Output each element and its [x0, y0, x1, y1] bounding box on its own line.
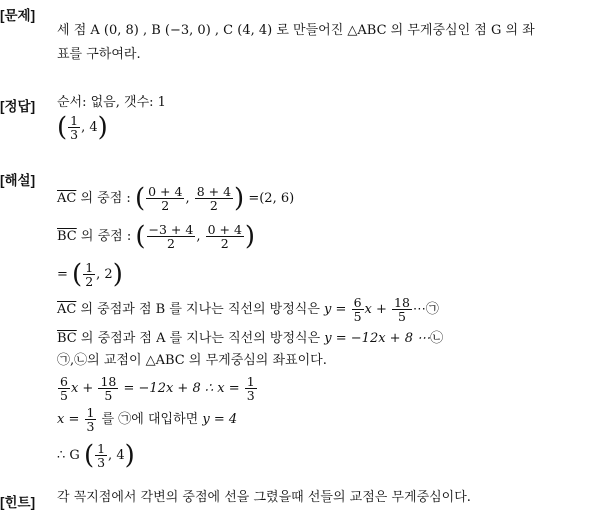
- solution-line-1: $\overline{AC}$ 의 중점 : ( $\frac{0 + 4}{2}$ , $\frac{8 + 4}{2}$ ) =(2, 6): [57, 183, 295, 214]
- answer-label: [정답]: [0, 99, 36, 114]
- solution-line-6: ㉠,㉡의 교점이 △ABC 의 무게중심의 좌표이다.: [57, 353, 327, 368]
- solution-line-4: $\overline{AC}$ 의 중점과 점 B 를 지나는 직선의 방정식은 y = $\frac{6}{5}$ x + $\frac{18}{5}$ ⋯㉠: [57, 295, 439, 324]
- hint-label: [힌트]: [0, 495, 36, 510]
- solution-line-3: = ( $\frac{1}{2}$ , 2): [57, 259, 123, 290]
- solution-line-9: ∴ G ( $\frac{1}{3}$ , 4): [57, 440, 135, 471]
- solution-line-7: $\frac{6}{5}$ x + $\frac{18}{5}$ = −12x + 8 ∴ x = $\frac{1}{3}$: [60, 374, 255, 403]
- solution-line-5: $\overline{BC}$ 의 중점과 점 A 를 지나는 직선의 방정식은 y = −12x + 8 ⋯㉡: [57, 331, 444, 346]
- hint-text: 각 꼭지점에서 각변의 중점에 선을 그렸을때 선들의 교점은 무게중심이다.: [57, 490, 471, 505]
- problem-line-2: 표를 구하여라.: [57, 47, 141, 62]
- answer-value: ( $\frac{1}{3}$ , 4): [57, 112, 108, 143]
- solution-label: [해설]: [0, 173, 36, 188]
- solution-line-8: x = $\frac{1}{3}$ 를 ㉠에 대입하면 y = 4: [57, 405, 238, 434]
- problem-line-1: 세 점 A (0, 8) , B (−3, 0) , C (4, 4) 로 만들어진 △ABC 의 무게중심인 점 G 의 좌: [57, 23, 535, 38]
- answer-fraction: $\frac{1}{3}$: [70, 113, 79, 142]
- answer-meta: 순서: 없음, 갯수: 1: [57, 95, 166, 110]
- solution-line-2: $\overline{BC}$ 의 중점 : ( $\frac{-3 + 4}{2}$ , $\frac{0 + 4}{2}$ ): [57, 221, 256, 252]
- problem-label: [문제]: [0, 8, 36, 23]
